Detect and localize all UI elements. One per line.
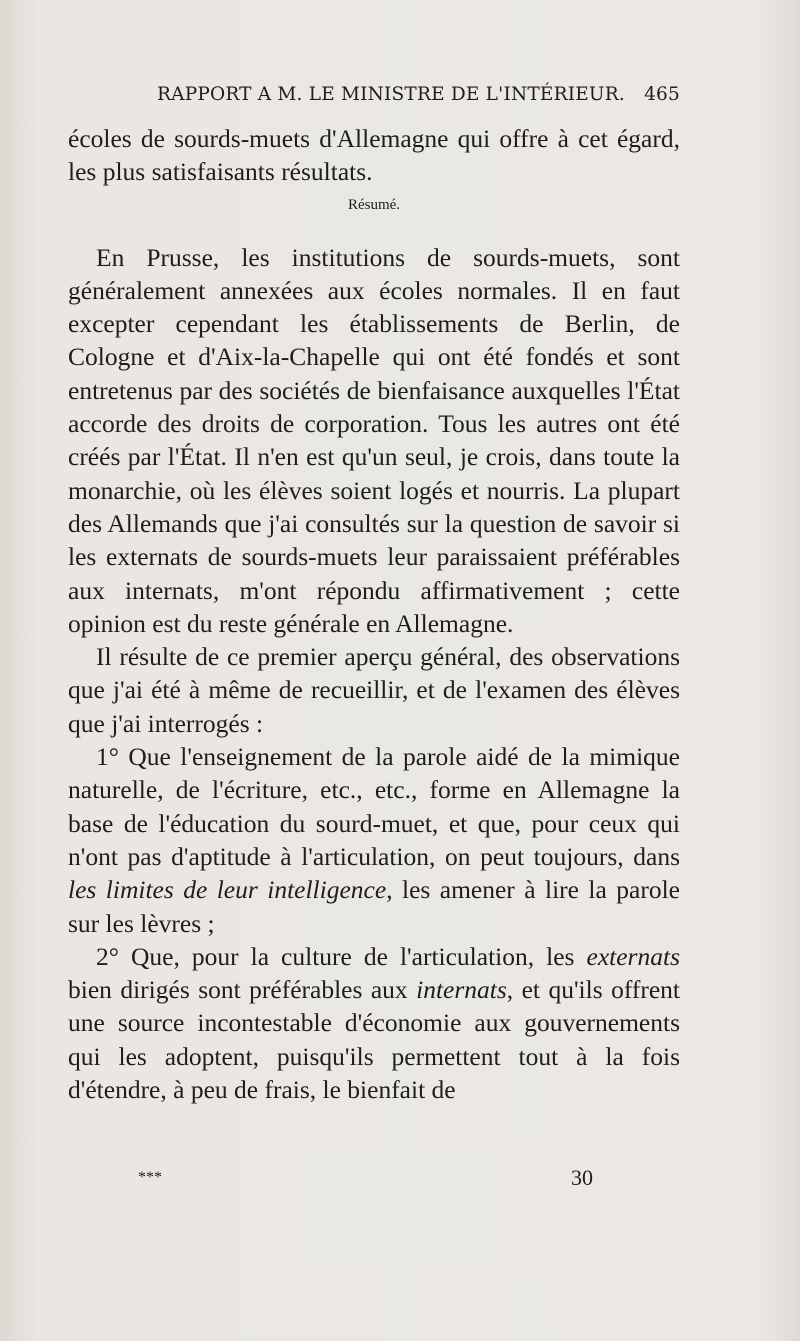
paragraph-resulte: Il résulte de ce premier aperçu général, des observations que j'ai été à même de recueillir, et de l'examen des élèves que j'ai interrogés : (68, 642, 680, 738)
point-2-italic-internats: internats (416, 975, 507, 1005)
running-header (157, 84, 680, 114)
point-2-text-end: , et qu'ils offrent une source incontestable d'économie aux gouvernements qui les adoptent, puisqu'ils permettent tout à la fois d'étendre, à peu de frais, le bienfait de (68, 975, 680, 1105)
point-1-text-end: , les amener à lire la parole sur les lèvres ; (68, 875, 680, 938)
sheet-number: 30 (571, 1165, 593, 1190)
point-1-text: 1° Que l'enseignement de la parole aidé de la mimique naturelle, de l'écriture, etc., etc., forme en Allemagne la base de l'éducation du sourd-muet, et que, pour ceux qui n'ont pas d'aptitude à l'articulation, on peut toujours, dans (68, 742, 680, 871)
paragraph-continuation: écoles de sourds-muets d'Allemagne qui offre à cet égard, les plus satisfaisants résultats. (68, 124, 680, 187)
paragraph-point-2 (68, 940, 680, 1106)
point-2-text: 2° Que, pour la culture de l'articulation, les (96, 941, 587, 971)
point-2-italic-externats: externats (586, 941, 680, 971)
page-footer (138, 1165, 598, 1195)
page-number: 465 (644, 84, 680, 105)
section-heading: Résumé. (347, 196, 401, 213)
paragraph-point-1 (68, 740, 680, 940)
paragraph-prusse: En Prusse, les institutions de sourds-muets, sont généralement annexées aux écoles normales. Il en faut excepter cependant les établissements de Berlin, de Cologne et d'Aix-la-Chapelle qui ont été fondés et sont entretenus par des sociétés de bienfaisance auxquelles l'État accorde des droits de corporation. Tous les autres ont été créés par l'État. Il n'en est qu'un seul, je crois, dans toute la monarchie, où les élèves soient logés et nourris. La plupart des Allemands que j'ai consultés sur la question de savoir si les externats de sourds-muets leur paraissaient préférables aux internats, m'ont répondu affirmativement ; cette opinion est du reste générale en Allemagne. (68, 242, 680, 638)
point-2-text-mid: bien dirigés sont préférables aux (68, 975, 417, 1005)
point-1-italic: les limites de leur intelligence (68, 875, 387, 905)
signature-mark: *** (138, 1169, 162, 1186)
body-text (68, 122, 680, 1106)
running-title: RAPPORT A M. LE MINISTRE DE L'INTÉRIEUR. (157, 84, 625, 105)
